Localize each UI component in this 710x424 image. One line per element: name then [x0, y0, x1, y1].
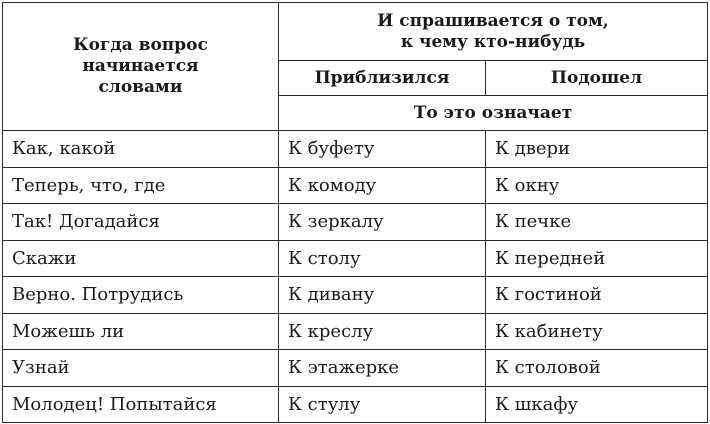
header-means: То это означает	[279, 96, 708, 131]
cell-question: Молодец! Попытайся	[3, 386, 279, 423]
cell-question: Верно. Потрудись	[3, 277, 279, 314]
header-asked-about	[279, 3, 708, 61]
table-row	[3, 313, 708, 350]
cell-question: Скажи	[3, 240, 279, 277]
cell-question: Можешь ли	[3, 313, 279, 350]
cell-approached: К буфету	[279, 131, 486, 168]
header-question-start-text: Когда вопрос начинается словами	[73, 35, 208, 97]
cell-approached: К комоду	[279, 167, 486, 204]
header-came-up: Подошел	[486, 61, 708, 96]
header-approached: Приблизился	[279, 61, 486, 96]
cell-question: Теперь, что, где	[3, 167, 279, 204]
header-asked-about-text: И спрашивается о том, к чему кто-нибудь	[377, 10, 609, 52]
cell-came-up: К передней	[486, 240, 708, 277]
table-row	[3, 204, 708, 241]
cell-question: Как, какой	[3, 131, 279, 168]
table-row	[3, 240, 708, 277]
cell-approached: К креслу	[279, 313, 486, 350]
cell-question: Узнай	[3, 350, 279, 387]
table-row	[3, 350, 708, 387]
table-row	[3, 277, 708, 314]
cell-approached: К стулу	[279, 386, 486, 423]
code-table	[2, 2, 708, 423]
cell-approached: К зеркалу	[279, 204, 486, 241]
cell-came-up: К печке	[486, 204, 708, 241]
cell-came-up: К столовой	[486, 350, 708, 387]
cell-came-up: К шкафу	[486, 386, 708, 423]
cell-came-up: К гостиной	[486, 277, 708, 314]
cell-approached: К дивану	[279, 277, 486, 314]
table-row	[3, 386, 708, 423]
table-row	[3, 167, 708, 204]
cell-approached: К этажерке	[279, 350, 486, 387]
cell-approached: К столу	[279, 240, 486, 277]
cell-came-up: К кабинету	[486, 313, 708, 350]
cell-came-up: К окну	[486, 167, 708, 204]
cell-came-up: К двери	[486, 131, 708, 168]
cell-question: Так! Догадайся	[3, 204, 279, 241]
table-row	[3, 131, 708, 168]
header-question-start	[3, 3, 279, 131]
